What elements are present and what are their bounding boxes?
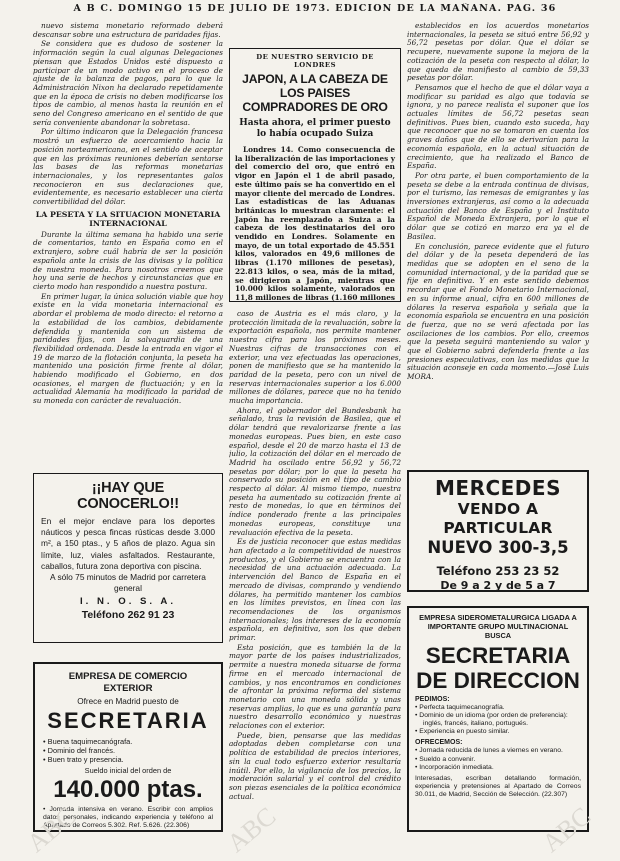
ad-model: NUEVO 300-3,5	[427, 538, 569, 557]
ad-offers-label: OFRECEMOS:	[415, 739, 463, 747]
paragraph: Se considera que es dudoso de sostener la información según la cual algunas Delegaciones piensan que Estados Unidos esté dispuesto a participar de un modo activo en el proceso de ajuste de la balanza de pagos, para lo que la Administración Nixon ha declarado repetidamente que en la época de crisis no deben modificarse los tipos de cambio, al menos hasta la reunión en el seno del Congreso americano en el sentido de que sería conveniente abandonar la sobretasa.	[33, 39, 223, 127]
ad-phone: Teléfono 253 23 52	[436, 564, 560, 578]
abc-watermark: ABC	[536, 801, 597, 858]
ad-phone: Teléfono 262 91 23	[81, 609, 175, 622]
article-headline: JAPON, A LA CABEZA DE LOS PAISES COMPRADORES DE ORO	[242, 72, 388, 114]
ad-requirements	[415, 704, 581, 737]
ad-offer: Ofrece en Madrid puesto de	[77, 697, 179, 706]
ad-company: I. N. O. S. A.	[79, 596, 177, 608]
list-item: • Dominio del francés.	[43, 746, 213, 755]
ad-contact: • Jornada intensiva en verano. Escribir con amplios datos personales, indicando experiencia y teléfono al Apartado de Correos 5.302. Ref. 5.626. (22.306)	[43, 805, 213, 830]
ad-text: En el mejor enclave para los deportes náuticos y pesca fincas rústicas desde 3.000 m², a 150 ptas., y 5 años de plazo. Agua sin límite, luz, viales asfaltados. Restaurante, caballos, futura zona deportiva con piscina.	[41, 516, 215, 571]
executive-secretary-ad	[407, 606, 589, 832]
ad-salary: 140.000 ptas.	[53, 775, 203, 803]
left-column	[33, 22, 223, 469]
paragraph: En conclusión, parece evidente que el futuro del dólar y de la peseta dependerá de las medidas que se adopten en el seno de la comunidad internacional, y de la paridad que se fije en definitiva. Y en este sentido debemos recordar que el Fondo Monetario Internacional, en su informe anual, cifra en 600 millones de dólares la reserva española y señala que la economía española se encuentra en una posición de fuerza, que no se verá afectada por las oscilaciones de los cambios. Por ello, creemos que la peseta seguirá manteniendo su valor y que el Gobierno sabrá defenderla frente a las presiones especulativas, con las medidas que la situación aconseje en cada momento.—José Luis MORA.	[407, 241, 589, 382]
ad-offers	[415, 747, 581, 772]
ad-requirements	[43, 737, 213, 765]
paragraph: establecidos en los acuerdos monetarios internacionales, la peseta se situó entre 56,92 y 56,72 pesetas por dólar. Que el dólar se recupere, nuevamente supone la mejora de la cotización de la peseta con respecto al dólar, lo que queda de manifiesto al cambio de 59,33 pesetas por dólar.	[407, 22, 589, 83]
abc-watermark: ABC	[21, 801, 82, 858]
abc-watermark: ABC	[221, 801, 282, 858]
ad-headline: ¡¡HAY QUE CONOCERLO!!	[77, 480, 179, 512]
mercedes-ad	[407, 470, 589, 592]
paragraph: Por otra parte, el buen comportamiento de la peseta se debe a la entrada continua de divisas, por el turismo, las remesas de emigrantes y las inversiones extranjeras, así como a la adecuada actuación del Banco de España y el Instituto Español de Moneda Extranjera, por lo que el dólar que se cotizó en marzo era ya el de Basilea.	[407, 170, 589, 241]
ad-intro: EMPRESA SIDEROMETALURGICA LIGADA A IMPORTANTE GRUPO MULTINACIONAL BUSCA	[419, 613, 577, 641]
ad-brand: MERCEDES	[435, 476, 561, 500]
ad-salary-intro: Sueldo inicial del orden de	[84, 765, 172, 775]
paragraph: Ahora, el gobernador del Bundesbank ha señalado, tras la revisión de Basilea, que el dólar tendrá que revalorizarse frente a las monedas europeas. Pues bien, en este caso español, desde el 20 de marzo hasta el 13 de julio, la cotización del dólar en el mercado de Madrid ha oscilado entre 56,92 y 56,72 pesetas por dólar; por lo que la peseta ha conservado su posición en el tipo de cambio respecto al dólar. Al mismo tiempo, nuestra peseta ha aumentado su cotización frente al resto de monedas, lo que en términos del índice ponderado frente a las principales monedas europeas, constituye una revaluación efectiva de la peseta.	[229, 405, 401, 537]
list-item: • Buena taquimecanógrafa.	[43, 737, 213, 746]
list-item: • Experiencia en puesto similar.	[415, 728, 581, 736]
article-body: Londres 14. Como consecuencia de la liberalización de las importaciones y del comercio del oro, que entró en vigor en Japón el 1 de abril pasado, este último país se ha convertido en el mayor cliente del mercado de Londres. Las estadísticas de las Aduanas británicas lo muestran claramente: el Japón ha reemplazado a Suiza a la cabeza de los destinatarios del oro vendido en Londres. Solamente en mayo, de un total exportado de 45.551 kilos, valorados en 49,6 millones de libras (1.170 millones de pesetas), 22.813 kilos, o sea, más de la mitad, se dirigieron a Japón, mientras que 10.000 kilos solamente, valorados en 11,8 millones de libras (1.160 millones	[235, 145, 396, 302]
article-subhead: Hasta ahora, el primer puesto lo había ocupado Suiza	[239, 118, 391, 139]
ad-role: SECRETARIA	[47, 708, 209, 733]
ad-requirements-label: PEDIMOS:	[415, 695, 450, 703]
section-subheading: LA PESETA Y LA SITUACION MONETARIA INTERNACIONAL	[35, 209, 221, 229]
ad-company-title: EMPRESA DE COMERCIO EXTERIOR	[68, 671, 188, 694]
ad-location: A sólo 75 minutos de Madrid por carretera general	[50, 572, 206, 594]
right-column	[407, 22, 589, 462]
ad-line: VENDO A PARTICULAR	[443, 500, 553, 537]
japan-gold-article	[229, 48, 401, 302]
article-source-tag: DE NUESTRO SERVICIO DE LONDRES	[256, 53, 374, 69]
paragraph: caso de Austria es el más claro, y la protección limitada de la revaluación, sobre la exportación española, nos permite mantener nuestra cifra para los próximos meses. Nuestras cifras de transacciones con el exterior, una vez efectuadas las operaciones, ponen de manifiesto que se ha mantenido la paridad de la peseta, pero con un nivel de reservas internacionales superior a los 6.000 millones de dólares, parece que no ha tenido mucha importancia.	[229, 310, 401, 406]
ad-title: SECRETARIA DE DIRECCION	[416, 642, 580, 693]
list-item: • Incorporación inmediata.	[415, 764, 581, 772]
ad-footer: Interesadas, escriban detallando formación, experiencia y pretensiones al Apartado de Correos 30.011, de Madrid, Sección de Selección. (22.307)	[415, 775, 581, 799]
paragraph: Es de justicia reconocer que estas medidas han afectado a la competitividad de nuestros productos, y el Gobierno se encuentra con la necesidad de una actuación adecuada. La intervención del Banco de España en el mercado de divisas, comprando y vendiendo dólares, ha permitido mantener los cambios en los límites previstos, en línea con las recomendaciones de los organismos internacionales; los intereses de la economía española, en definitiva, son los que deben primar.	[229, 537, 401, 643]
paragraph: Pensamos que el hecho de que el dólar vaya a modificar su paridad es algo que todavía se ignora, y no parece realista el suponer que los actuales límites de 56,72 pesetas sean definitivos. Pues bien, cuando esto suceda, hay que reconocer que no se tomaron en cuenta los graves daños que de ello se derivarían para la economía española, en la actual situación de crecimiento, que ha realizado el Banco de España.	[407, 82, 589, 171]
page-header: A B C. DOMINGO 15 DE JULIO DE 1973. EDICION DE LA MAÑANA. PAG. 36	[73, 3, 557, 14]
paragraph: nuevo sistema monetario reformado deberá descansar sobre una estructura de paridades fijas.	[33, 22, 223, 39]
paragraph: Esta posición, que es también la de la mayor parte de los países industrializados, permite a nuestra moneda situarse de forma firme en el mercado internacional de cambios, y nos encontramos en condiciones de afrontar la próxima reforma del sistema monetario con una moneda sólida y unas reservas amplias, lo que es una garantía para nuestro desarrollo económico y nuestras relaciones con el exterior.	[229, 642, 401, 731]
list-item: • Dominio de un idioma (por orden de preferencia): inglés, francés, italiano, portugués.	[415, 712, 581, 728]
list-item: • Sueldo a convenir.	[415, 756, 581, 764]
ad-hours: De 9 a 2 y de 5 a 7	[440, 579, 556, 592]
list-item: • Perfecta taquimecanografía.	[415, 704, 581, 712]
paragraph: Puede, bien, pensarse que las medidas adoptadas deben completarse con una política de estabilidad de precios interiores, sin la cual todo esfuerzo exterior resultaría inútil. Por ello, la vigilancia de los precios, la moderación salarial y el control del crédito son piezas esenciales de la política económica actual.	[229, 730, 401, 801]
paragraph: En primer lugar, la única solución viable que hoy existe en la vida monetaria internacional es abordar el problema de modo directo: el retorno a la estabilidad de los cambios, debidamente defendida y mantenida con un sistema de paridades fijas, con la salvaguardia de una flexibilidad ordenada. Desde la entrada en vigor el 19 de marzo de la flotación conjunta, la peseta ha mantenido una posición firme frente al dólar, habiendo modificado el Gobierno, en dos ocasiones, el margen de fluctuación; y en la actualidad Alemania ha modificado la paridad de su moneda con carácter de revaluación.	[33, 291, 223, 406]
list-item: • Jornada reducida de lunes a viernes en verano.	[415, 747, 581, 755]
land-sale-ad	[33, 473, 223, 643]
list-item: • Buen trato y presencia.	[43, 755, 213, 764]
middle-column	[229, 310, 401, 830]
paragraph: Por último indicaron que la Delegación francesa mostró un esfuerzo de acercamiento hacia la posición norteamericana, en el sentido de aceptar que en las próximas reuniones deberían sentarse las bases de las reformas monetarias internacionales, y los representantes galos reconocieron en sus declaraciones que, evidentemente, es necesario establecer una cierta convertibilidad del dólar.	[33, 127, 223, 207]
paragraph: Durante la última semana ha habido una serie de comentarios, tanto en España como en el extranjero, sobre cuál habría de ser la posición española ante la crisis de las divisas y la política de nuestra moneda. Para nosotros creemos que hoy una serie de hechos y circunstancias que en cierto modo han respondido a nuestra postura.	[33, 229, 223, 291]
